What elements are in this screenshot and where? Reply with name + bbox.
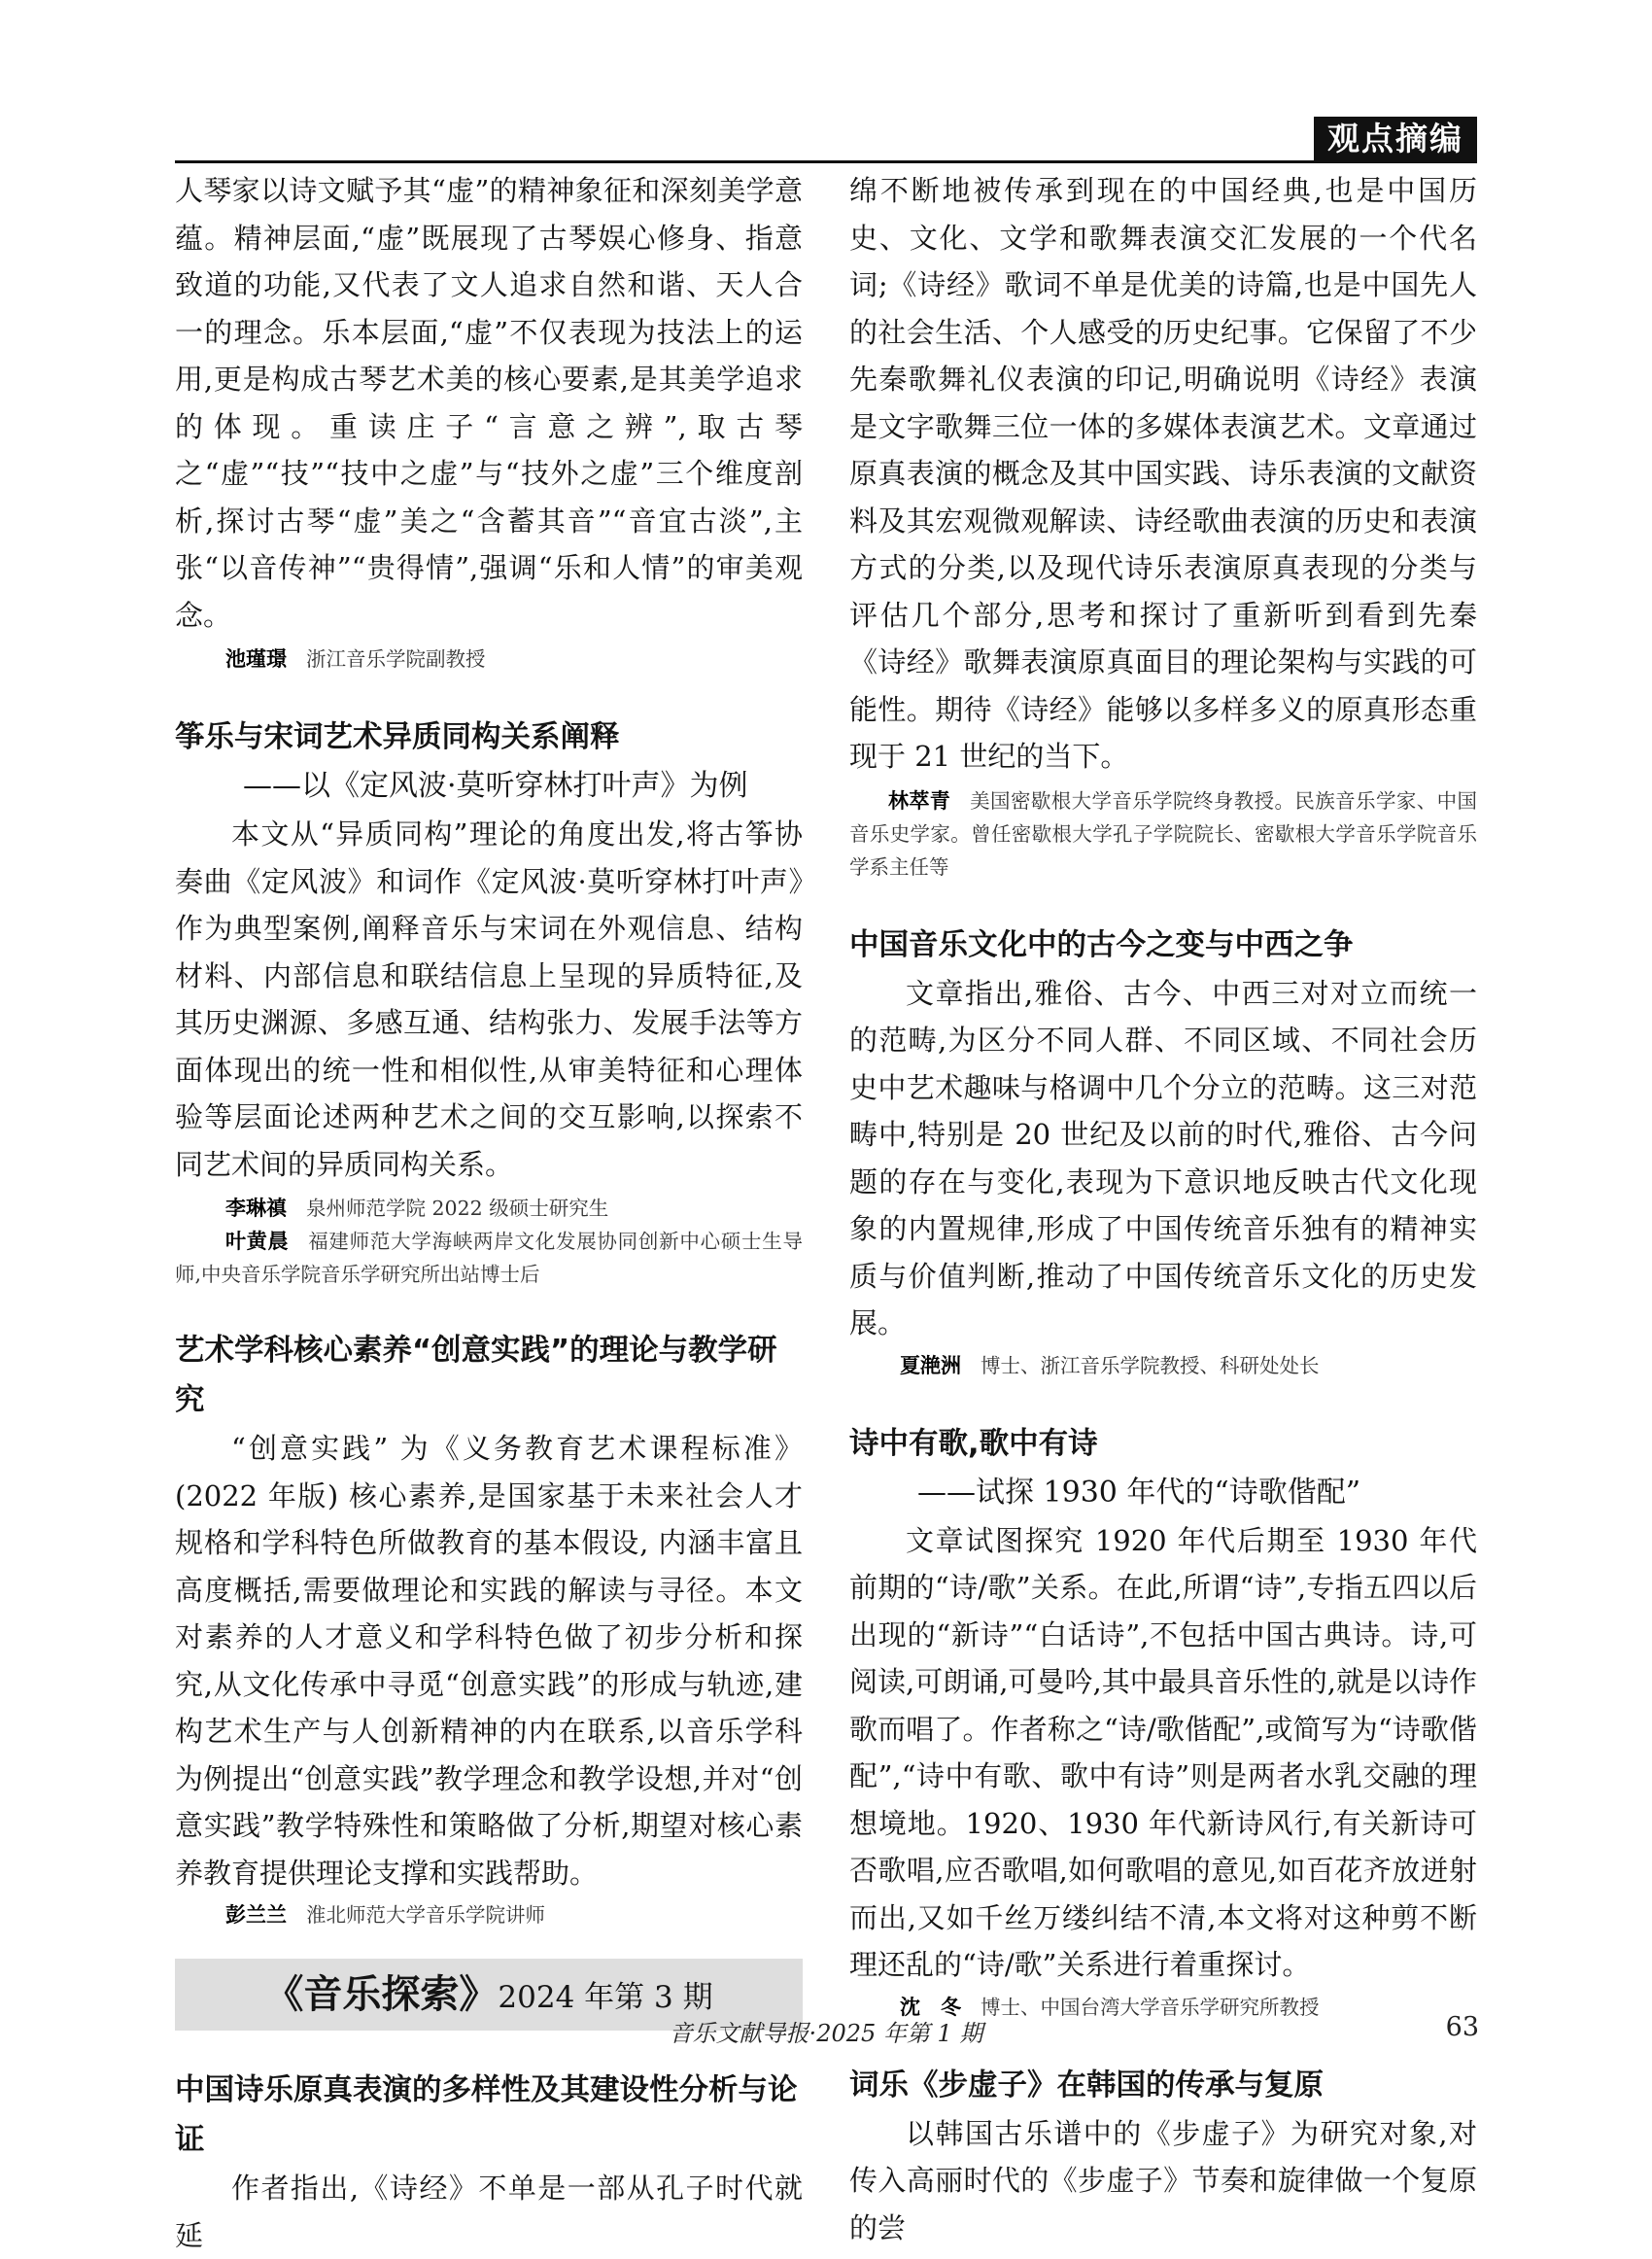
page-number: 63 (1445, 2012, 1479, 2042)
article-subtitle: ——试探 1930 年代的“诗歌偕配” (917, 1475, 1361, 1510)
article-body: 本文从“异质同构”理论的角度出发,将古筝协奏曲《定风波》和词作《定风波·莫听穿林打叶声》作为典型案例,阐释音乐与宋词在外观信息、结构材料、内部信息和联结信息上呈现的异质特征,及其历史渊源、多感互通、结构张力、发展手法等方面体现出的统一性和相似性,从审美特征和心理体验等层面论述两种艺术之间的交互影响,以探索不同艺术间的异质同构关系。 (175, 817, 803, 1181)
article-body: 文章指出,雅俗、古今、中西三对对立而统一的范畴,为区分不同人群、不同区域、不同社会历史中艺术趣味与格调中几个分立的范畴。这三对范畴中,特别是 20 世纪及以前的时代,雅俗、古今问题的存在与变化,表现为下意识地反映古代文化现象的内置规律,形成了中国传统音乐独有的精神实质与价值判断,推动了中国传统音乐文化的历史发展。 (849, 976, 1477, 1339)
running-footer: 音乐文献导报·2025 年第 1 期 (669, 2020, 983, 2047)
author-affiliation: 博士、浙江音乐学院教授、科研处处长 (981, 1353, 1320, 1377)
author-name: 李琳禛 (225, 1197, 287, 1220)
right-column (849, 167, 1477, 2251)
article-title: 艺术学科核心素养“创意实践”的理论与教学研究 (175, 1334, 777, 1417)
author-name: 彭兰兰 (225, 1903, 287, 1927)
issue-journal: 《音乐探索》 (264, 1972, 499, 2017)
left-column (175, 167, 803, 2259)
author-name: 林萃青 (888, 788, 951, 813)
author-name: 池瑾璟 (225, 647, 287, 671)
section-label: 观点摘编 (1314, 117, 1477, 161)
article-title: 中国音乐文化中的古今之变与中西之争 (849, 927, 1354, 962)
author-name: 沈 冬 (900, 1995, 961, 2019)
author-line (175, 1192, 803, 1225)
author-line (849, 784, 1477, 884)
issue-number: 2024 年第 3 期 (498, 1980, 713, 2015)
author-line (175, 1898, 803, 1931)
article-body: 人琴家以诗文赋予其“虚”的精神象征和深刻美学意蕴。精神层面,“虚”既展现了古琴娱心修身、指意致道的功能,又代表了文人追求自然和谐、天人合一的理念。乐本层面,“虚”不仅表现为技法上的运用,更是构成古琴艺术美的核心要素,是其美学追求的体现。重读庄子“言意之辨”,取古琴之“虚”“技”“技中之虚”与“技外之虚”三个维度剖析,探讨古琴“虚”美之“含蓄其音”“音宜古淡”,主张“以音传神”“贵得情”,强调“乐和人情”的审美观念。 (175, 174, 803, 632)
author-name: 夏滟洲 (900, 1353, 961, 1377)
article-body: 文章试图探究 1920 年代后期至 1930 年代前期的“诗/歌”关系。在此,所谓“诗”,专指五四以后出现的“新诗”“白话诗”,不包括中国古典诗。诗,可阅读,可朗诵,可曼吟,其中最具音乐性的,就是以诗作歌而唱了。作者称之“诗/歌偕配”,或简写为“诗歌偕配”,“诗中有歌、歌中有诗”则是两者水乳交融的理想境地。1920、1930 年代新诗风行,有关新诗可否歌唱,应否歌唱,如何歌唱的意见,如百花齐放迸射而出,又如千丝万缕纠结不清,本文将对这种剪不断理还乱的“诗/歌”关系进行着重探讨。 (849, 1523, 1477, 1981)
author-affiliation: 泉州师范学院 2022 级硕士研究生 (306, 1197, 609, 1220)
article-body: 作者指出,《诗经》不单是一部从孔子时代就延 (175, 2172, 803, 2252)
author-name: 叶黄晨 (225, 1230, 290, 1253)
author-affiliation: 福建师范大学海峡两岸文化发展协同创新中心硕士生导师,中央音乐学院音乐学研究所出站博士后 (175, 1230, 804, 1286)
author-affiliation: 浙江音乐学院副教授 (306, 647, 486, 671)
author-affiliation: 博士、中国台湾大学音乐学研究所教授 (981, 1995, 1320, 2019)
author-line (849, 1349, 1477, 1382)
article-title: 诗中有歌,歌中有诗 (849, 1426, 1098, 1461)
article-body: “创意实践” 为《义务教育艺术课程标准》(2022 年版) 核心素养,是国家基于未来社会人才规格和学科特色所做教育的基本假设, 内涵丰富且高度概括,需要做理论和实践的解读与寻径。本文对素养的人才意义和学科特色做了初步分析和探究,从文化传承中寻觅“创意实践”的形成与轨迹,建构艺术生产与人创新精神的内在联系,以音乐学科为例提出“创意实践”教学理念和教学设想,并对“创意实践”教学特殊性和策略做了分析,期望对核心素养教育提供理论支撑和实践帮助。 (175, 1432, 803, 1890)
author-affiliation: 淮北师范大学音乐学院讲师 (306, 1903, 545, 1927)
header-rule (175, 160, 1477, 163)
article-title: 筝乐与宋词艺术异质同构关系阐释 (175, 720, 620, 754)
author-affiliation: 美国密歇根大学音乐学院终身教授。民族音乐学家、中国音乐史学家。曾任密歇根大学孔子学院院长、密歇根大学音乐学院音乐学系主任等 (849, 788, 1478, 879)
author-line (175, 643, 803, 676)
article-title: 中国诗乐原真表演的多样性及其建设性分析与论证 (175, 2073, 798, 2157)
article-title: 词乐《步虚子》在韩国的传承与复原 (849, 2068, 1324, 2103)
article-subtitle: ——以《定风波·莫听穿林打叶声》为例 (243, 769, 748, 803)
article-body: 以韩国古乐谱中的《步虚子》为研究对象,对传入高丽时代的《步虚子》节奏和旋律做一个复原的尝 (849, 2116, 1477, 2244)
author-line (175, 1225, 803, 1291)
article-body: 绵不断地被传承到现在的中国经典,也是中国历史、文化、文学和歌舞表演交汇发展的一个代名词;《诗经》歌词不单是优美的诗篇,也是中国先人的社会生活、个人感受的历史纪事。它保留了不少先秦歌舞礼仪表演的印记,明确说明《诗经》表演是文字歌舞三位一体的多媒体表演艺术。文章通过原真表演的概念及其中国实践、诗乐表演的文献资料及其宏观微观解读、诗经歌曲表演的历史和表演方式的分类,以及现代诗乐表演原真表现的分类与评估几个部分,思考和探讨了重新听到看到先秦《诗经》歌舞表演原真面目的理论架构与实践的可能性。期待《诗经》能够以多样多义的原真形态重现于 21 世纪的当下。 (849, 174, 1477, 773)
